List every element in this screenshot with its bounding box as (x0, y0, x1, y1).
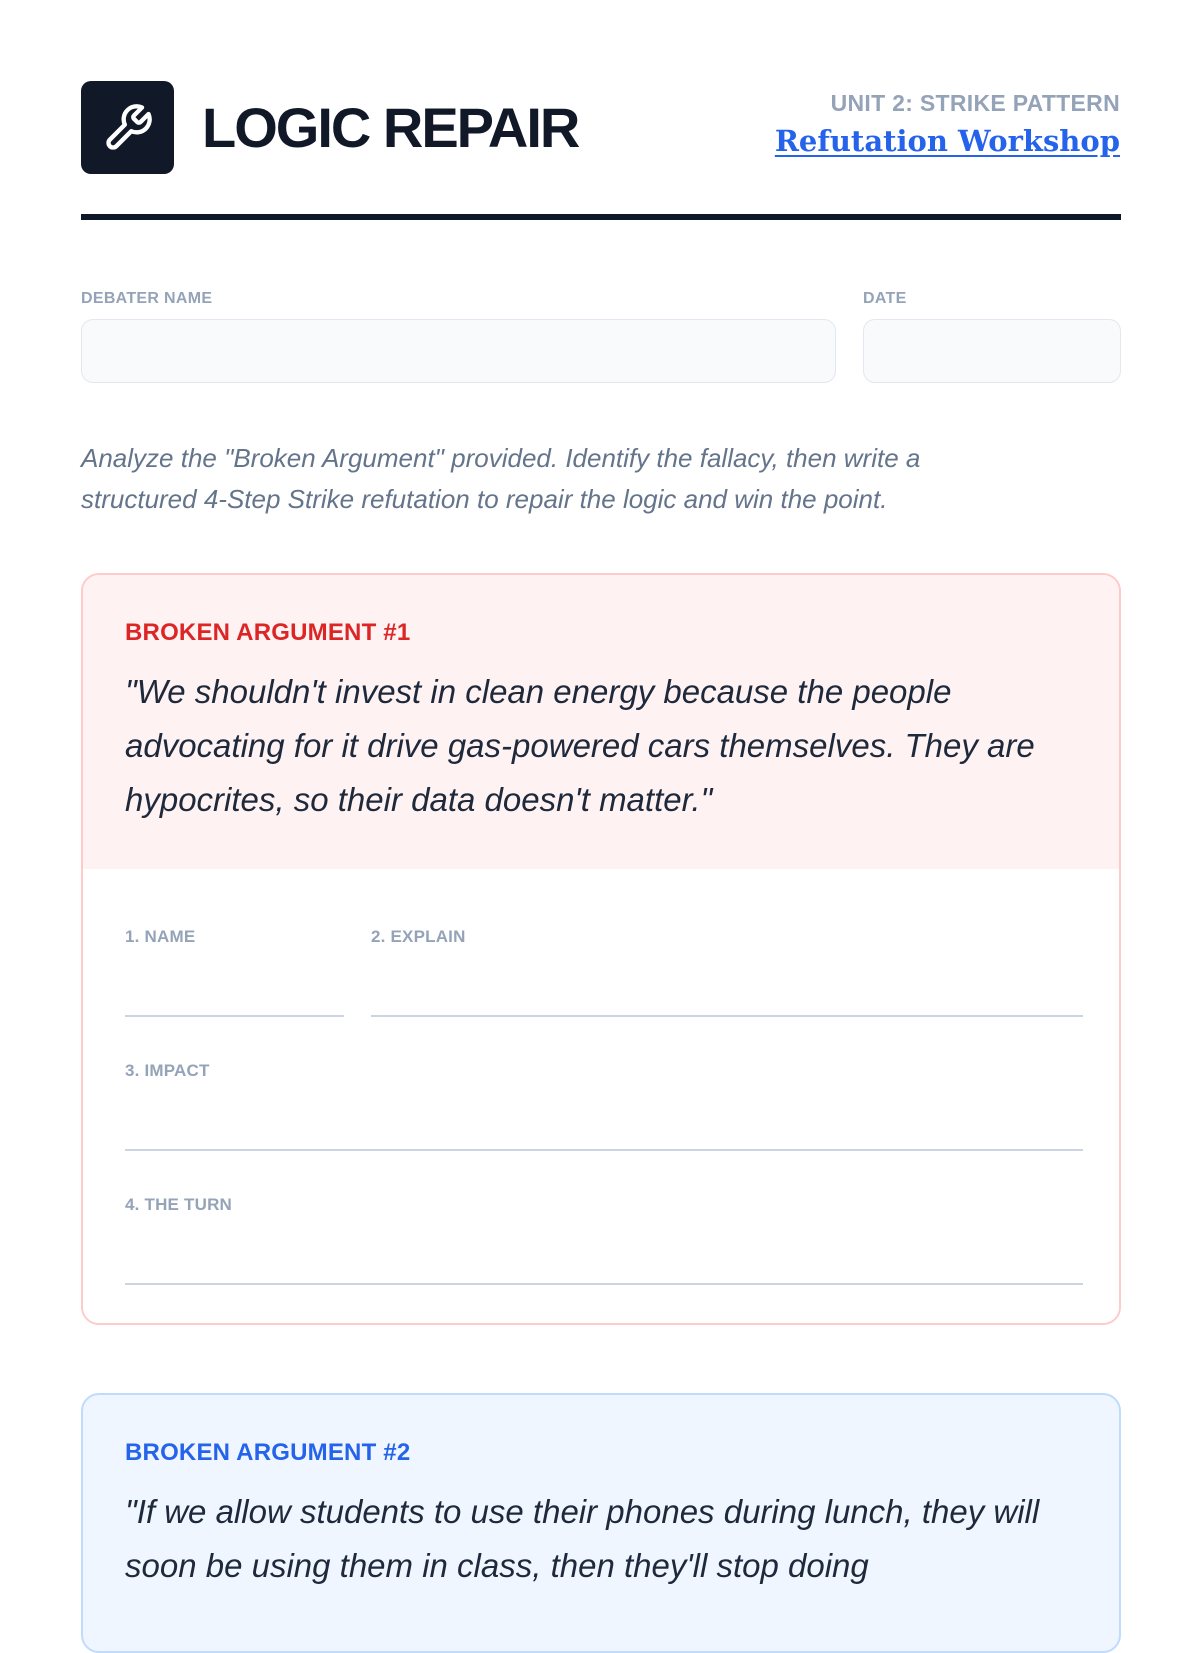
step-turn-label: 4. THE TURN (125, 1195, 233, 1214)
unit-label: UNIT 2: STRIKE PATTERN (830, 90, 1120, 116)
header-divider (81, 214, 1121, 220)
step-explain-line[interactable] (371, 1015, 1083, 1017)
step-impact-label: 3. IMPACT (125, 1061, 210, 1080)
debater-name-label: DEBATER NAME (81, 290, 213, 307)
argument-2-title: BROKEN ARGUMENT #2 (125, 1439, 411, 1466)
argument-card-2 (81, 1393, 1121, 1653)
workshop-link[interactable]: Refutation Workshop (774, 124, 1120, 158)
date-label: DATE (863, 290, 907, 307)
argument-card-1 (81, 573, 1121, 1325)
argument-2-quote: "If we allow students to use their phones during lunch, they will soon be using them in class, then they'll stop doing (125, 1493, 1040, 1584)
wrench-icon (102, 102, 154, 154)
debater-name-input[interactable] (81, 319, 836, 383)
argument-1-response-area (83, 869, 1119, 1323)
step-name-label: 1. NAME (125, 927, 196, 946)
step-name-line[interactable] (125, 1015, 344, 1017)
step-impact-line[interactable] (125, 1149, 1083, 1151)
date-input[interactable] (863, 319, 1121, 383)
step-explain-label: 2. EXPLAIN (371, 927, 466, 946)
brand-title: LOGIC REPAIR (202, 96, 579, 159)
argument-1-quote: "We shouldn't invest in clean energy because the people advocating for it drive gas-powered cars themselves. They are hypocrites, so their data doesn't matter." (125, 673, 1035, 818)
step-turn-line[interactable] (125, 1283, 1083, 1285)
logo (81, 81, 174, 174)
instructions-text: Analyze the "Broken Argument" provided. Identify the fallacy, then write a structured 4-Step Strike refutation to repair the logic and win the point. (81, 443, 921, 514)
argument-1-title: BROKEN ARGUMENT #1 (125, 619, 411, 646)
